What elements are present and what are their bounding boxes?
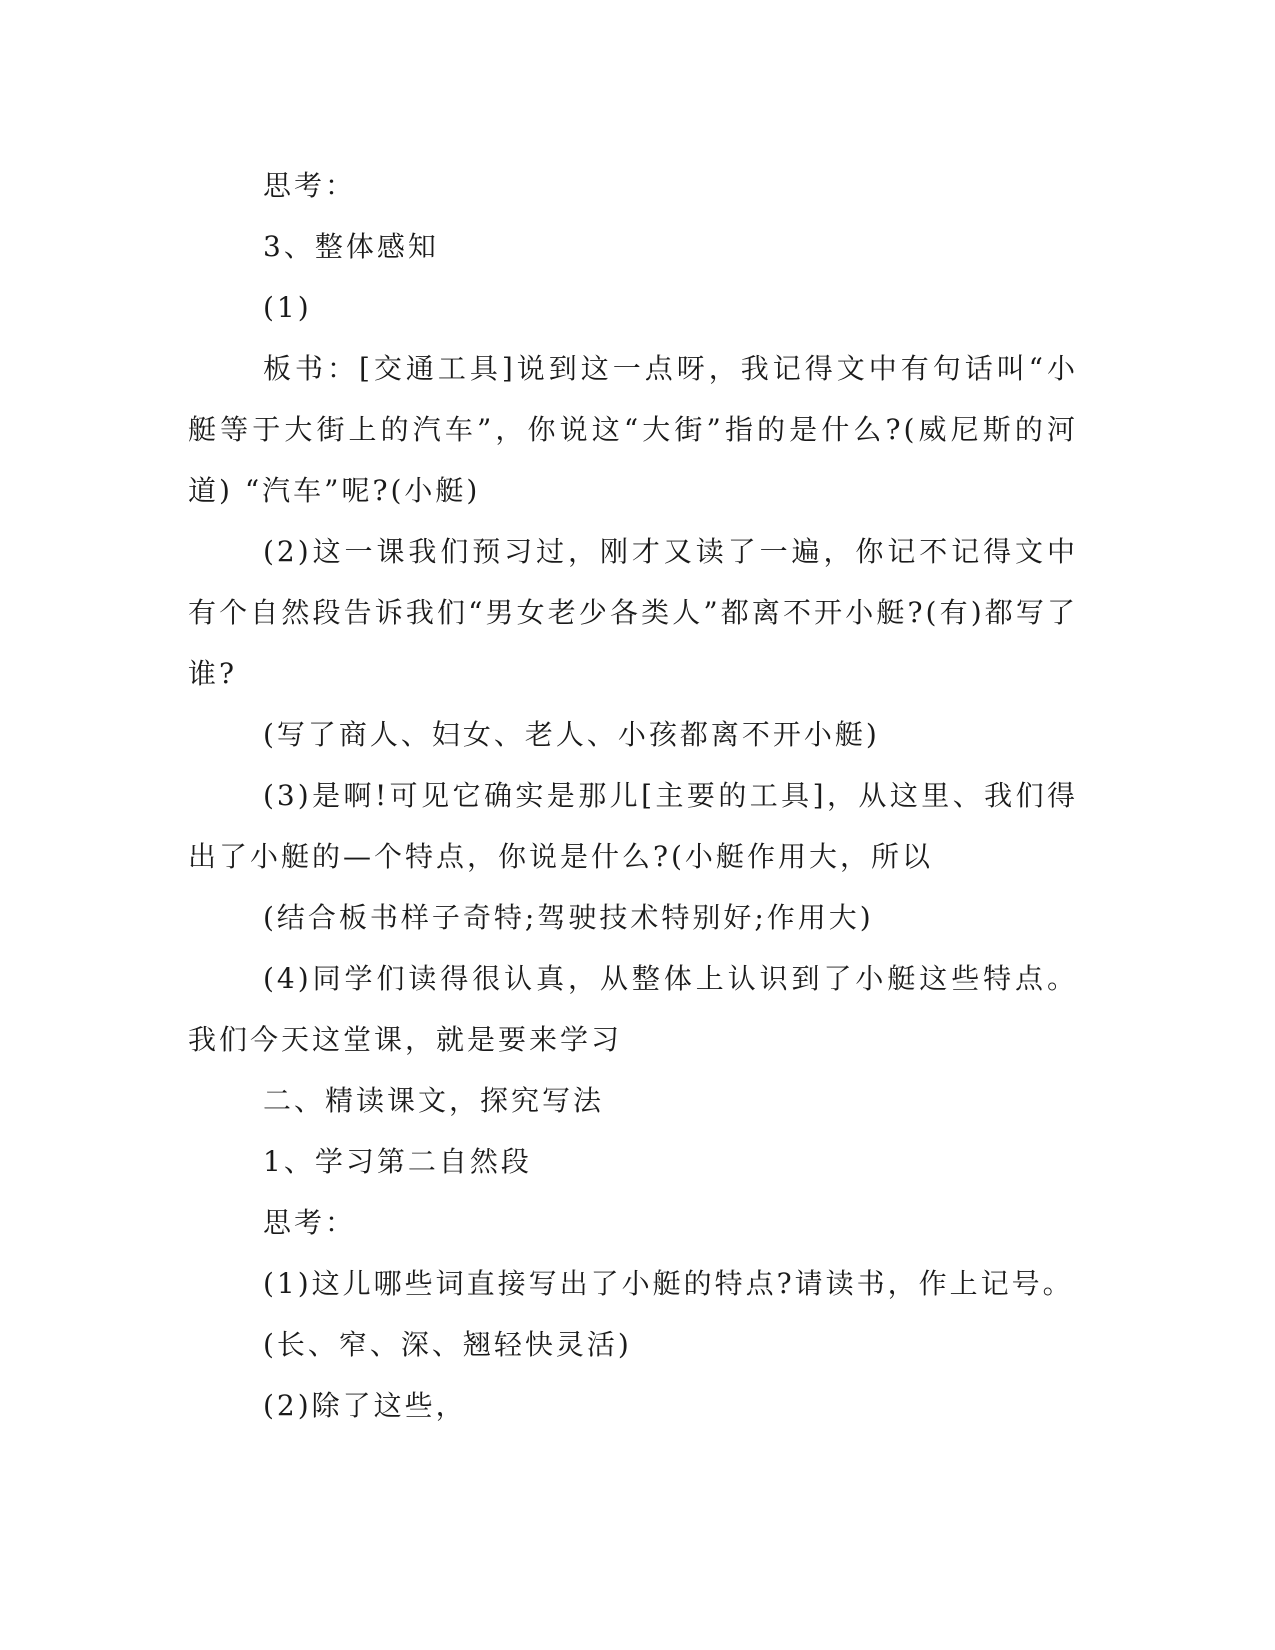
paragraph-answer-words: (长、窄、深、翘轻快灵活) [263,1328,632,1361]
paragraph-item-1: (1) [263,291,312,324]
paragraph-section-3: 3、整体感知 [263,230,439,263]
paragraph-item-3: (3)是啊!可见它确实是那儿[主要的工具]，从这里、我们得出了小艇的—个特点，你说是什么?(小艇作用大，所以 [188,779,1078,873]
paragraph-thinking-2: 思考： [263,1206,357,1239]
paragraph-blackboard: 板书：[交通工具]说到这一点呀，我记得文中有句话叫“小艇等于大街上的汽车”，你说这“大街”指的是什么?(威尼斯的河道) “汽车”呢?(小艇) [188,352,1078,507]
paragraph-item-4: (4)同学们读得很认真，从整体上认识到了小艇这些特点。我们今天这堂课，就是要来学习 [188,962,1078,1056]
paragraph-question-2: (2)除了这些， [263,1389,467,1422]
paragraph-subheading-1: 1、学习第二自然段 [263,1145,532,1178]
paragraph-item-2: (2)这一课我们预习过，刚才又读了一遍，你记不记得文中有个自然段告诉我们“男女老少各类人”都离不开小艇?(有)都写了谁? [188,535,1078,690]
paragraph-answer-3: (结合板书样子奇特;驾驶技术特别好;作用大) [263,901,874,934]
paragraph-question-1: (1)这儿哪些词直接写出了小艇的特点?请读书，作上记号。 [263,1267,1074,1300]
paragraph-thinking-1: 思考： [263,169,357,202]
document-body [188,155,1078,1436]
paragraph-heading-2: 二、精读课文，探究写法 [263,1084,605,1117]
paragraph-answer-2: (写了商人、妇女、老人、小孩都离不开小艇) [263,718,880,751]
